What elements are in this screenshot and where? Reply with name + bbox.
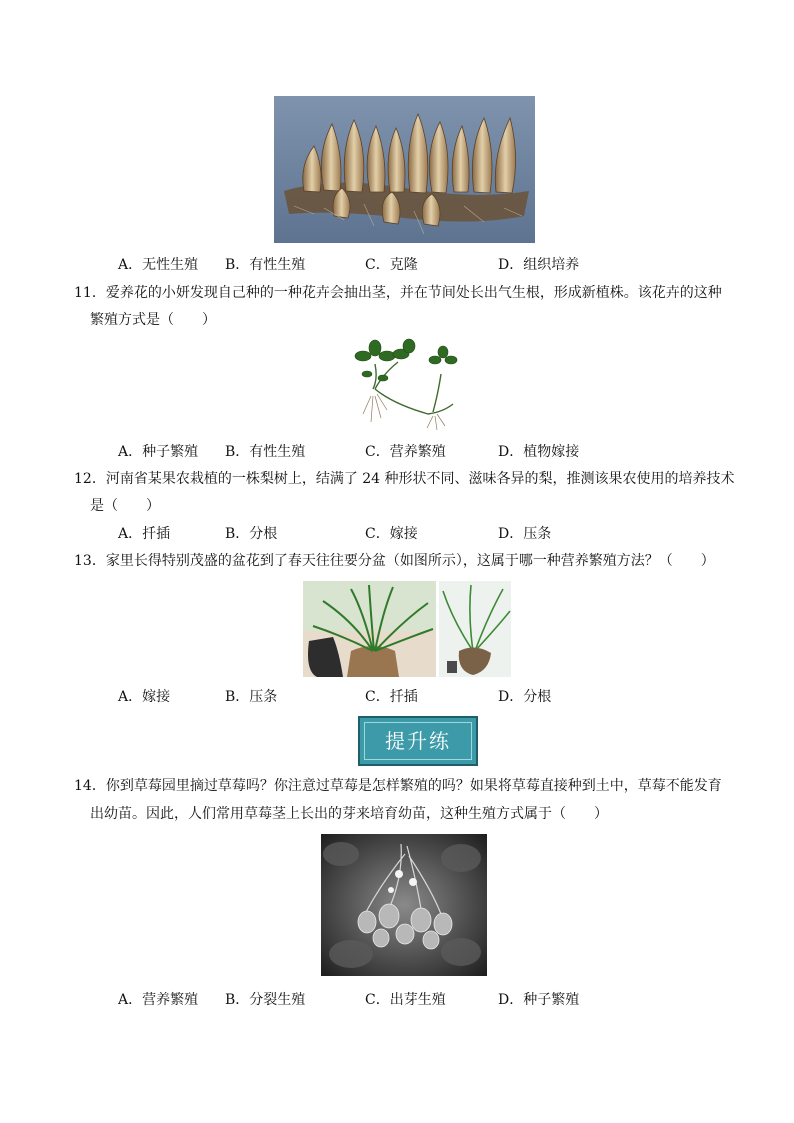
q11-stem-line1: 11．爱养花的小妍发现自己种的一种花卉会抽出茎，并在节间处长出气生根，形成新植株。该花卉的这种 xyxy=(74,285,722,301)
q10-option-d: D．组织培养 xyxy=(498,257,580,273)
q12-option-c: C．嫁接 xyxy=(365,526,418,542)
q12-stem-line1: 12．河南省某果农栽植的一株梨树上，结满了 24 种形状不同、滋味各异的梨，推测该果农使用的培养技术 xyxy=(74,471,735,487)
q10-option-a: A．无性生殖 xyxy=(118,257,199,273)
q13-option-d: D．分根 xyxy=(498,689,552,705)
plant-division-image xyxy=(303,581,511,677)
q14-option-a: A．营养繁殖 xyxy=(118,992,199,1008)
q14-stem-line2: 出幼苗。因此，人们常用草莓茎上长出的芽来培育幼苗，这种生殖方式属于（ ） xyxy=(90,806,608,822)
q11-option-b: B．有性生殖 xyxy=(225,444,306,460)
q12-stem-line2: 是（ ） xyxy=(90,498,160,514)
q13-option-c: C．扦插 xyxy=(365,689,418,705)
q10-option-b: B．有性生殖 xyxy=(225,257,306,273)
q14-stem-line1: 14．你到草莓园里摘过草莓吗？你注意过草莓是怎样繁殖的吗？如果将草莓直接种到土中，草莓不能发育 xyxy=(74,778,722,794)
section-badge xyxy=(358,716,478,766)
section-badge-label: 提升练 xyxy=(385,729,451,753)
q10-option-c: C．克隆 xyxy=(365,257,418,273)
q12-option-a: A．扦插 xyxy=(118,526,171,542)
q13-options xyxy=(0,687,794,707)
q13-stem-line1: 13．家里长得特别茂盛的盆花到了春天往往要分盆（如图所示），这属于哪一种营养繁殖方法？（ ） xyxy=(74,553,715,569)
q14-option-c: C．出芽生殖 xyxy=(365,992,446,1008)
q14-option-b: B．分裂生殖 xyxy=(225,992,306,1008)
strawberry-image xyxy=(321,834,487,976)
q13-option-a: A．嫁接 xyxy=(118,689,171,705)
q14-options xyxy=(0,990,794,1010)
q12-option-b: B．分根 xyxy=(225,526,278,542)
q12-options xyxy=(0,524,794,544)
q11-stem-line2: 繁殖方式是（ ） xyxy=(90,312,216,328)
q10-options xyxy=(0,255,794,275)
runner-plant-image xyxy=(353,334,465,432)
q11-option-d: D．植物嫁接 xyxy=(498,444,580,460)
q11-options xyxy=(0,442,794,462)
q12-option-d: D．压条 xyxy=(498,526,552,542)
q14-option-d: D．种子繁殖 xyxy=(498,992,580,1008)
q11-option-c: C．营养繁殖 xyxy=(365,444,446,460)
bamboo-shoots-image xyxy=(274,96,535,243)
q11-option-a: A．种子繁殖 xyxy=(118,444,199,460)
q13-option-b: B．压条 xyxy=(225,689,278,705)
